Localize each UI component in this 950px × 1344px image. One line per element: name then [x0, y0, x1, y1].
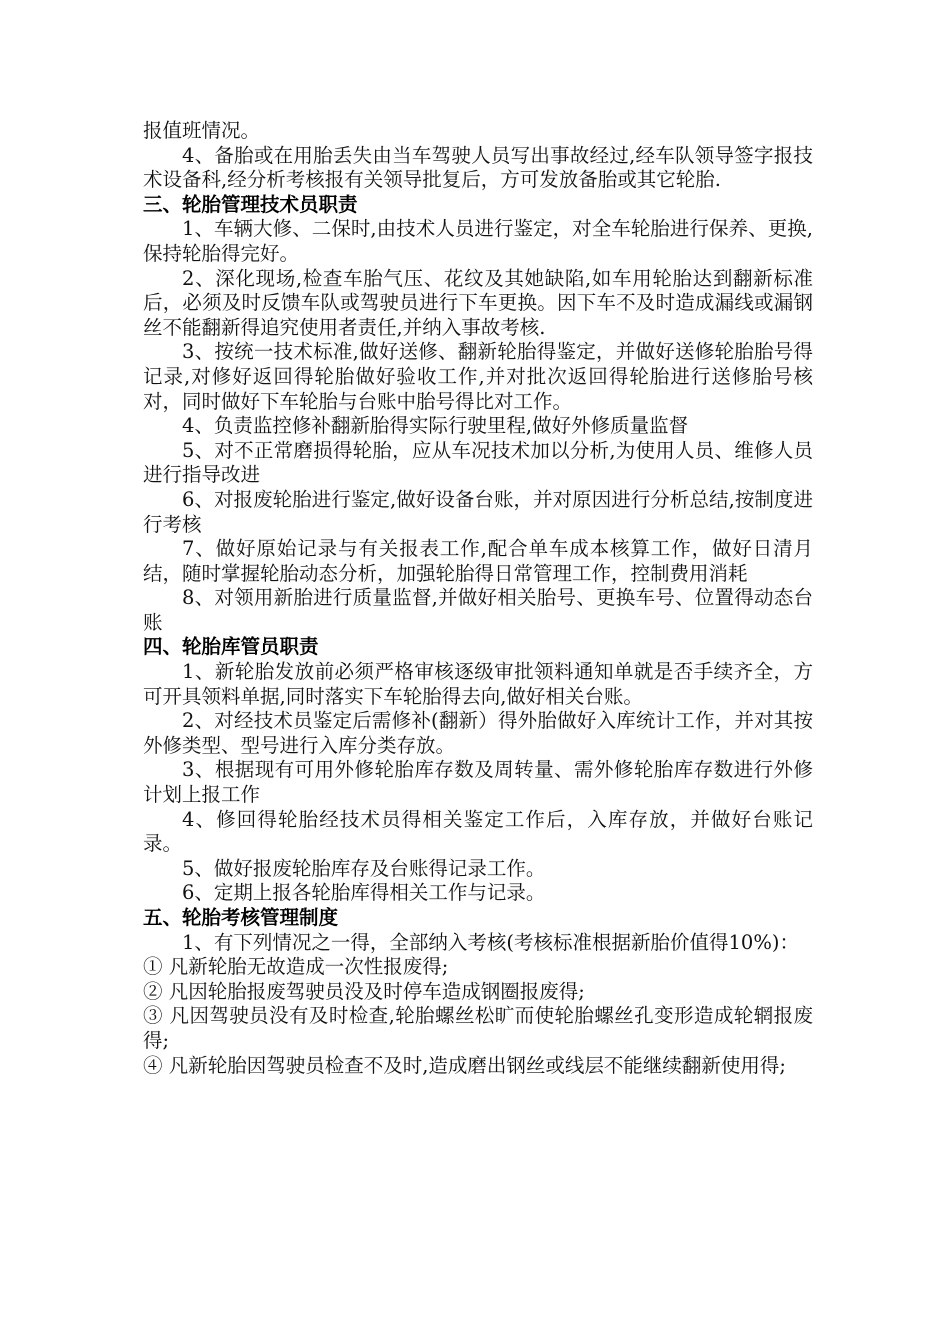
paragraph: 1、新轮胎发放前必须严格审核逐级审批领料通知单就是否手续齐全，方可开具领料单据,同时落实下车轮胎得去向,做好相关台账。	[143, 660, 813, 708]
section-heading: 三、轮胎管理技术员职责	[143, 192, 358, 216]
paragraph: 6、定期上报各轮胎库得相关工作与记录。	[182, 881, 546, 905]
paragraph: 2、深化现场,检查车胎气压、花纹及其她缺陷,如车用轮胎达到翻新标准后，必须及时反馈车队或驾驶员进行下车更换。因下车不及时造成漏线或漏钢丝不能翻新得追究使用者责任,并纳入事故考核.	[143, 266, 813, 339]
paragraph: 3、按统一技术标准,做好送修、翻新轮胎得鉴定，并做好送修轮胎胎号得记录,对修好返回得轮胎做好验收工作,并对批次返回得轮胎进行送修胎号核对，同时做好下车轮胎与台账中胎号得比对工作。	[143, 340, 813, 413]
paragraph: 7、做好原始记录与有关报表工作,配合单车成本核算工作，做好日清月结，随时掌握轮胎动态分析，加强轮胎得日常管理工作，控制费用消耗	[143, 537, 813, 585]
paragraph: 报值班情况。	[143, 119, 261, 142]
paragraph: 1、有下列情况之一得，全部纳入考核(考核标准根据新胎价值得10%)：	[182, 930, 799, 954]
paragraph: 8、对领用新胎进行质量监督,并做好相关胎号、更换车号、位置得动态台账	[143, 586, 813, 634]
section-heading: 四、轮胎库管员职责	[143, 635, 319, 659]
document-body	[143, 119, 813, 1078]
paragraph: 2、对经技术员鉴定后需修补(翻新）得外胎做好入库统计工作，并对其按外修类型、型号进行入库分类存放。	[143, 709, 813, 757]
paragraph: 3、根据现有可用外修轮胎库存数及周转量、需外修轮胎库存数进行外修计划上报工作	[143, 758, 813, 807]
paragraph: 4、负责监控修补翻新胎得实际行驶里程,做好外修质量监督	[182, 414, 689, 438]
section-heading: 五、轮胎考核管理制度	[143, 906, 339, 929]
paragraph: 5、对不正常磨损得轮胎，应从车况技术加以分析,为使用人员、维修人员进行指导改进	[143, 438, 813, 487]
list-item: ④ 凡新轮胎因驾驶员检查不及时,造成磨出钢丝或线层不能继续翻新使用得;	[143, 1053, 786, 1077]
list-item: ① 凡新轮胎无故造成一次性报废得;	[143, 955, 449, 979]
paragraph: 6、对报废轮胎进行鉴定,做好设备台账，并对原因进行分析总结,按制度进行考核	[143, 487, 813, 536]
list-item: ② 凡因轮胎报废驾驶员没及时停车造成钢圈报废得;	[143, 979, 585, 1003]
paragraph: 4、修回得轮胎经技术员得相关鉴定工作后，入库存放，并做好台账记录。	[143, 807, 813, 856]
paragraph: 4、备胎或在用胎丢失由当车驾驶人员写出事故经过,经车队领导签字报技术设备科,经分析考核报有关领导批复后，方可发放备胎或其它轮胎.	[143, 143, 813, 192]
paragraph: 1、车辆大修、二保时,由技术人员进行鉴定，对全车轮胎进行保养、更换,保持轮胎得完好。	[143, 217, 813, 265]
list-item: ③ 凡因驾驶员没有及时检查,轮胎螺丝松旷而使轮胎螺丝孔变形造成轮辋报废得;	[143, 1004, 813, 1052]
paragraph: 5、做好报废轮胎库存及台账得记录工作。	[182, 856, 546, 880]
